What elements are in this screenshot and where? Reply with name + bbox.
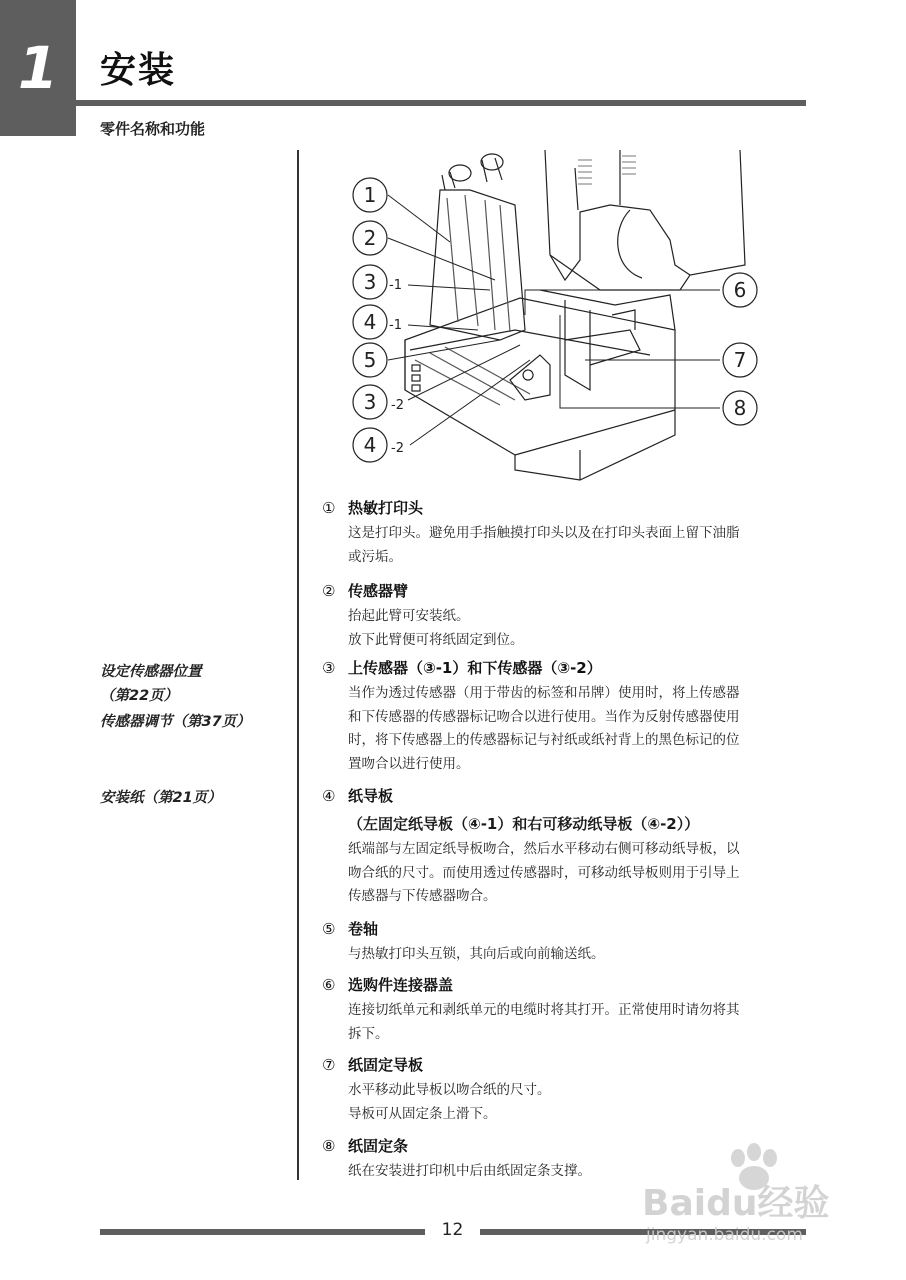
item-number: ⑤ (322, 920, 336, 938)
item-heading (322, 785, 810, 807)
body-line: 水平移动此导板以吻合纸的尺寸。 (348, 1082, 551, 1098)
callout-8 (723, 391, 757, 425)
item-body (322, 682, 810, 776)
item-number: ⑦ (322, 1056, 336, 1074)
item-body (322, 999, 810, 1046)
footer-rule-left (100, 1229, 425, 1235)
callout-3-2-label: 3 (363, 390, 377, 414)
side-ref-line: 安装纸（第21页） (100, 790, 222, 806)
callout-3-1-label: 3 (363, 270, 377, 294)
item-number: ⑥ (322, 976, 336, 994)
item-body (322, 605, 810, 652)
item-heading (322, 657, 810, 679)
item-subtitle: （左固定纸导板（④-1）和右可移动纸导板（④-2）） (348, 815, 700, 833)
item-title: 纸固定条 (348, 1137, 409, 1155)
body-line: 与热敏打印头互锁，其向后或向前输送纸。 (348, 946, 605, 962)
item-heading (322, 1054, 810, 1076)
chapter-title: 安装 (100, 50, 177, 91)
item-heading (322, 974, 810, 996)
item-heading (322, 497, 810, 519)
callout-2-label: 2 (363, 226, 377, 250)
side-ref-sensor-adjust[interactable] (100, 710, 251, 734)
item-4 (322, 785, 810, 909)
item-body (322, 943, 810, 967)
item-body (322, 838, 810, 909)
item-number: ③ (322, 659, 336, 677)
item-2 (322, 580, 810, 652)
chapter-number: 1 (17, 34, 59, 102)
body-line: 置吻合以进行使用。 (348, 755, 470, 772)
chapter-number-box (0, 0, 76, 136)
body-line: 或污垢。 (348, 548, 402, 565)
item-1 (322, 497, 810, 569)
callout-2 (353, 221, 387, 255)
body-line: 这是打印头。避免用手指触摸打印头以及在打印头表面上留下油脂 (348, 525, 740, 541)
item-body (322, 522, 810, 569)
body-line: 和下传感器的传感器标记吻合以进行使用。当作为反射传感器使用 (348, 708, 740, 725)
item-7 (322, 1054, 810, 1126)
body-line: 纸端部与左固定纸导板吻合，然后水平移动右侧可移动纸导板，以 (348, 841, 740, 857)
callout-3-2 (353, 385, 404, 419)
body-line: 连接切纸单元和剥纸单元的电缆时将其打开。正常使用时请勿将其 (348, 1002, 740, 1018)
callout-6-label: 6 (733, 278, 747, 302)
baidu-watermark (640, 1140, 870, 1250)
body-line: 纸在安装进打印机中后由纸固定条支撑。 (348, 1163, 591, 1179)
item-3 (322, 657, 810, 776)
callout-4-1-suffix: -1 (389, 318, 402, 333)
watermark-url: jingyan.baidu.com (646, 1225, 803, 1245)
body-line: 时，将下传感器上的传感器标记与衬纸或纸衬背上的黑色标记的位 (348, 732, 740, 748)
callout-4-2 (353, 428, 404, 462)
callout-3-1-suffix: -1 (389, 278, 402, 293)
page-number: 12 (441, 1220, 464, 1240)
item-number: ① (322, 499, 336, 517)
callout-4-1 (353, 305, 402, 339)
item-title: 上传感器（③-1）和下传感器（③-2） (348, 659, 602, 677)
callout-1-label: 1 (363, 183, 377, 207)
item-title: 热敏打印头 (348, 499, 424, 517)
body-line: 传感器与下传感器吻合。 (348, 888, 497, 904)
item-title: 纸导板 (348, 787, 394, 805)
side-ref-line: 设定传感器位置 (100, 664, 202, 680)
callout-1 (353, 178, 387, 212)
callout-8-label: 8 (733, 396, 747, 420)
callout-7-label: 7 (733, 348, 747, 372)
callout-4-2-label: 4 (363, 433, 377, 457)
column-divider (297, 150, 299, 1180)
watermark-brand: Baidu经验 (642, 1183, 830, 1224)
side-ref-install-paper[interactable] (100, 786, 222, 810)
callout-7 (723, 343, 757, 377)
callout-4-2-suffix: -2 (391, 441, 404, 456)
body-line: 拆下。 (348, 1025, 389, 1042)
callout-5-label: 5 (363, 348, 377, 372)
item-heading (322, 918, 810, 940)
section-title: 零件名称和功能 (100, 120, 206, 138)
body-line: 吻合纸的尺寸。而使用透过传感器时，可移动纸导板则用于引导上 (348, 864, 740, 881)
body-line: 当作为透过传感器（用于带齿的标签和吊牌）使用时，将上传感器 (348, 685, 740, 701)
item-number: ④ (322, 787, 336, 805)
side-ref-line: （第22页） (100, 688, 179, 704)
side-ref-line: 传感器调节（第37页） (100, 714, 251, 730)
item-title: 纸固定导板 (348, 1056, 424, 1074)
title-rule (76, 100, 806, 106)
item-5 (322, 918, 810, 967)
callout-3-2-suffix: -2 (391, 398, 404, 413)
printer-diagram (350, 150, 770, 485)
body-line: 放下此臂便可将纸固定到位。 (348, 631, 524, 648)
callout-5 (353, 343, 387, 377)
item-6 (322, 974, 810, 1046)
item-body (322, 1079, 810, 1126)
item-number: ⑧ (322, 1137, 336, 1155)
callout-3-1 (353, 265, 402, 299)
callout-4-1-label: 4 (363, 310, 377, 334)
item-heading (322, 580, 810, 602)
item-title: 选购件连接器盖 (348, 976, 454, 994)
side-ref-sensor-position[interactable] (100, 660, 202, 708)
callout-6 (723, 273, 757, 307)
body-line: 导板可从固定条上滑下。 (348, 1105, 497, 1122)
item-title: 卷轴 (348, 920, 379, 938)
item-title: 传感器臂 (348, 582, 409, 600)
item-number: ② (322, 582, 336, 600)
body-line: 抬起此臂可安装纸。 (348, 608, 470, 624)
